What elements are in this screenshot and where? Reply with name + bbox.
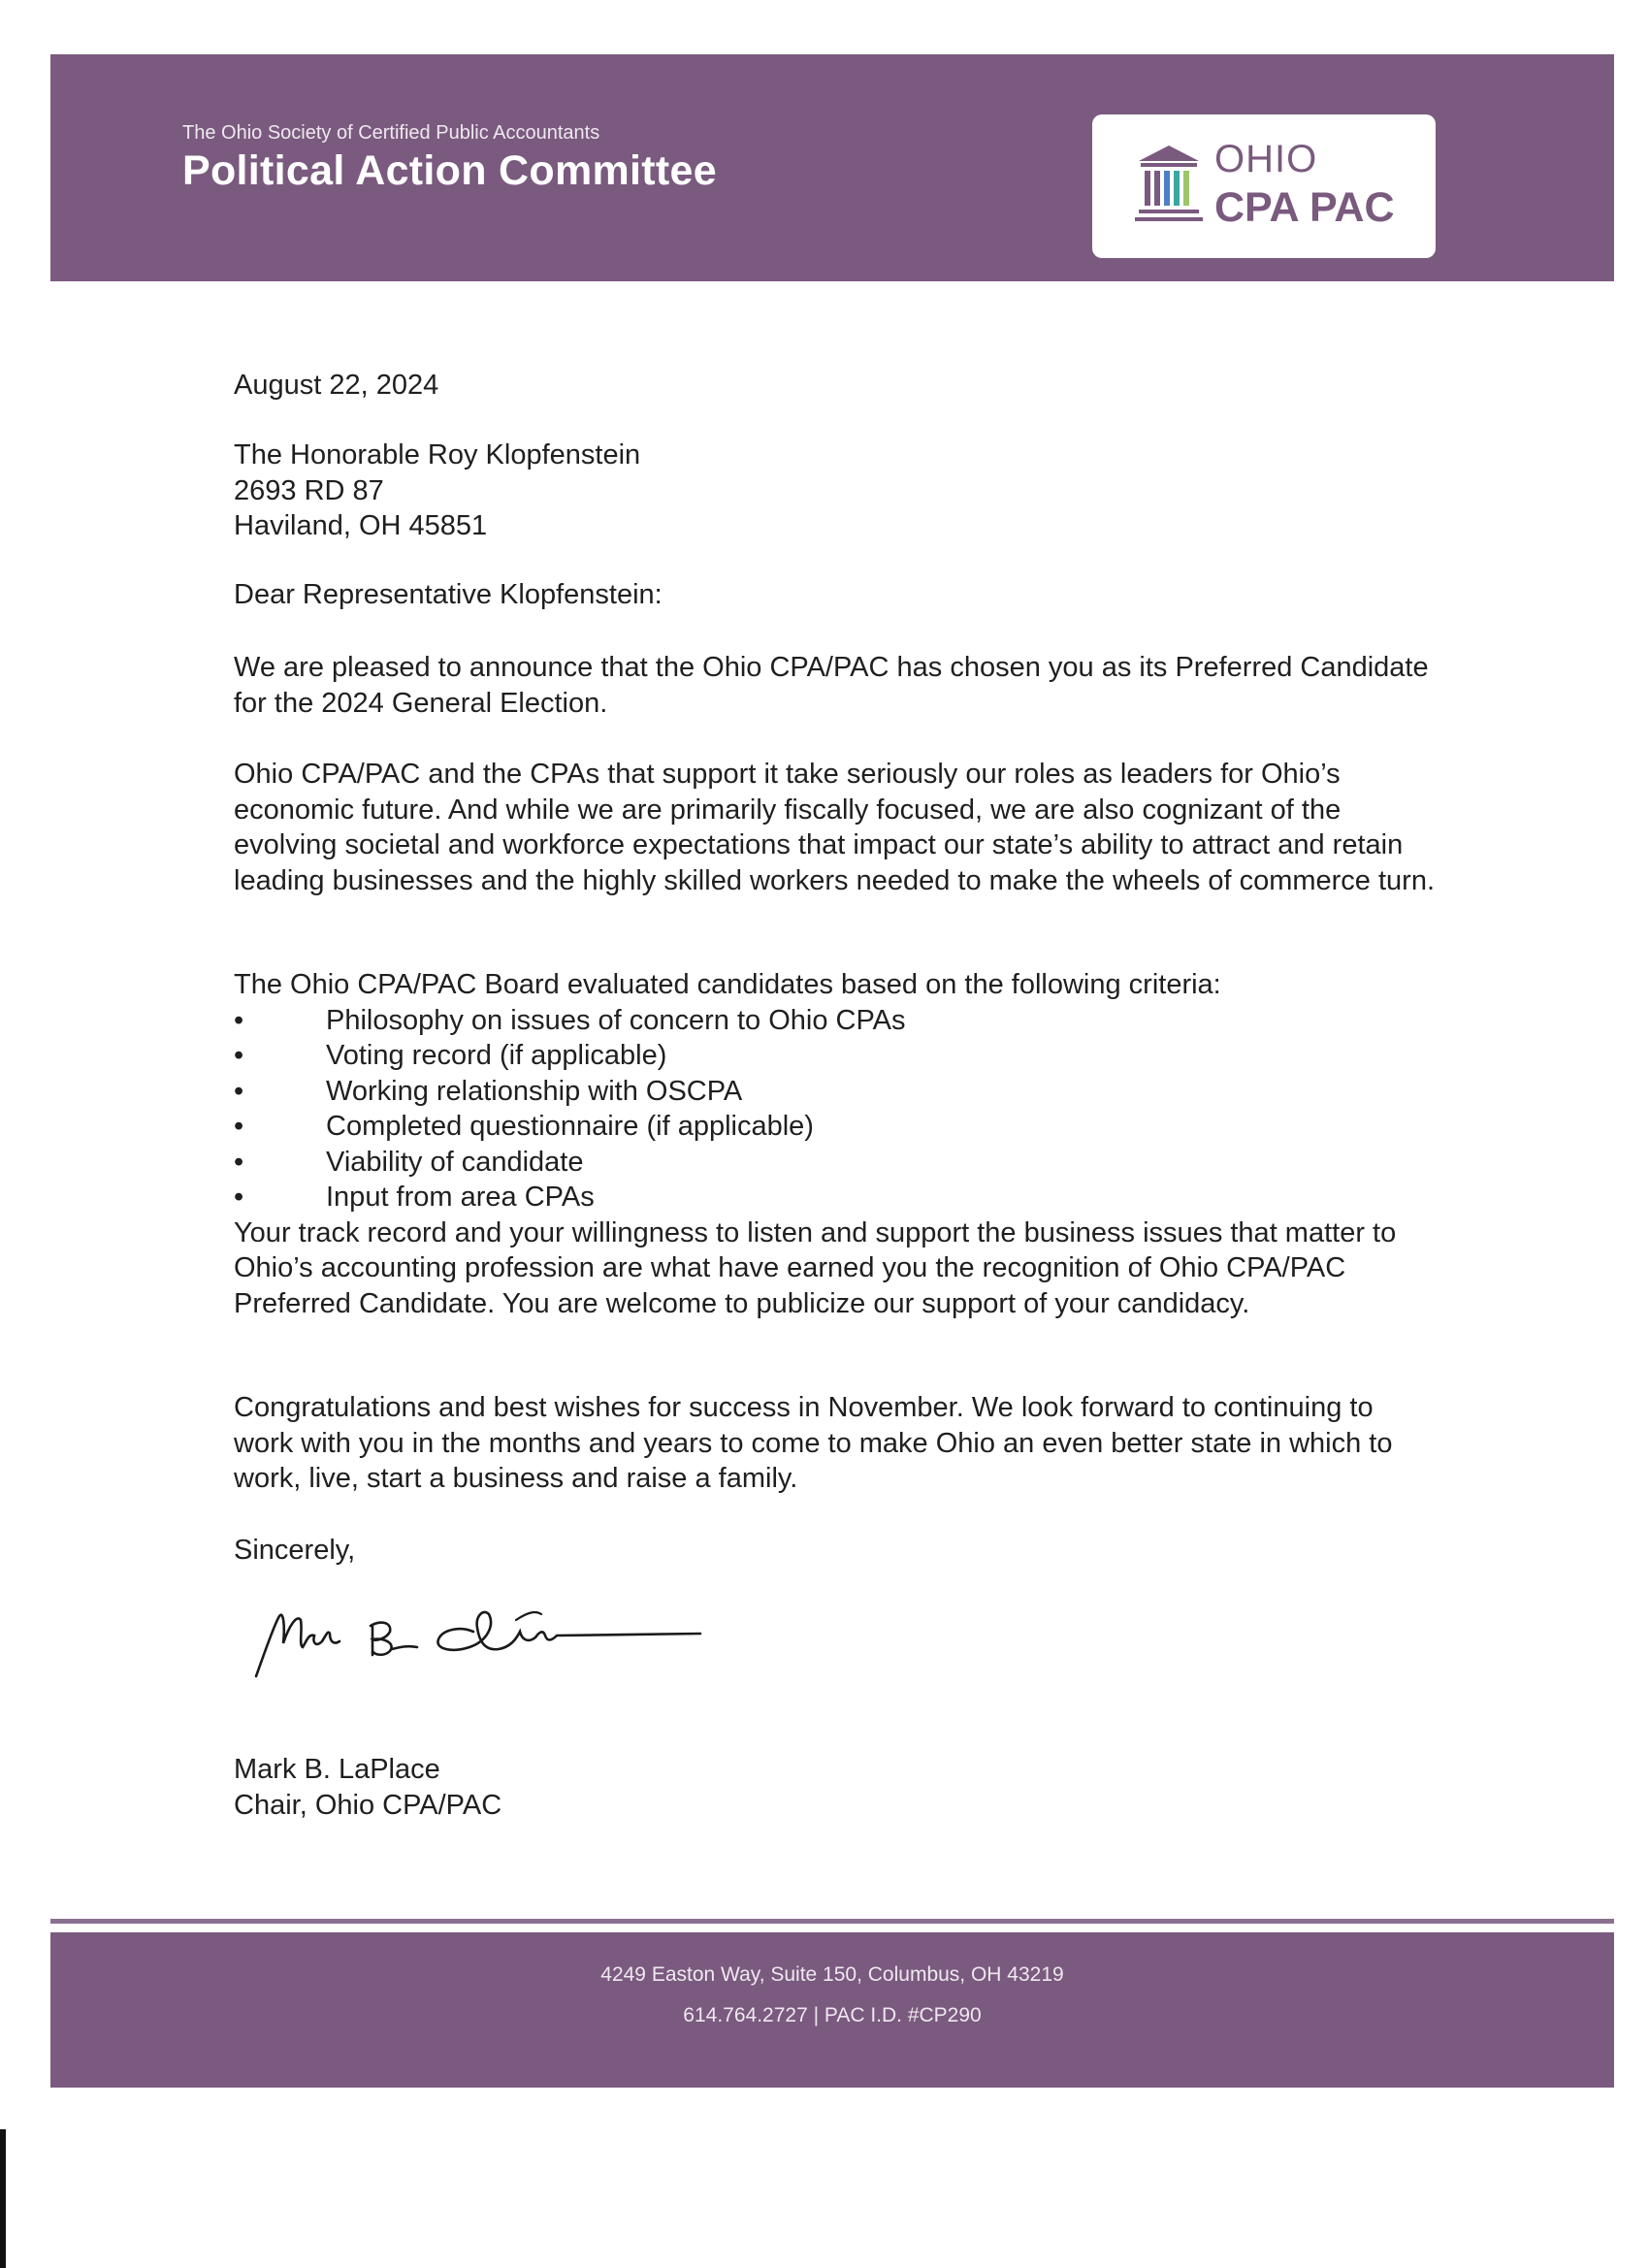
logo-text-ohio: OHIO [1214,138,1318,180]
paragraph-mission: Ohio CPA/PAC and the CPAs that support it take seriously our roles as leaders for Ohio’s economic future. And while we are primarily fiscally focused, we are also cognizant of the evolving societal and workforce expectations that impact our state’s ability to attract and retain leading businesses and the highly skilled workers needed to make the wheels of commerce turn. [234,759,1436,896]
paragraph-congratulations: Congratulations and best wishes for success in November. We look forward to continuing to work with you in the months and years to come to make Ohio an even better state in which to work, live, start a business and raise a family. [234,1392,1393,1494]
paragraph-announcement: We are pleased to announce that the Ohio CPA/PAC has chosen you as its Preferred Candidate for the 2024 General Election. [234,652,1429,719]
org-subtitle: The Ohio Society of Certified Public Accountants [182,122,600,144]
salutation: Dear Representative Klopfenstein: [234,579,663,610]
criteria-item: • Viability of candidate [234,1145,1437,1181]
criteria-item: • Voting record (if applicable) [234,1038,1437,1074]
handwritten-signature [244,1587,710,1703]
closing: Sincerely, [234,1535,356,1566]
recipient-address [234,437,1437,544]
signer-title: Chair, Ohio CPA/PAC [234,1789,502,1821]
scan-edge-mark [0,2129,6,2268]
letter-date: August 22, 2024 [234,370,439,401]
recipient-name: The Honorable Roy Klopfenstein [234,439,641,470]
criteria-item: • Working relationship with OSCPA [234,1074,1437,1110]
criteria-list [234,1003,1437,1215]
footer-divider [50,1919,1614,1924]
criteria-item: • Philosophy on issues of concern to Ohio CPAs [234,1003,1437,1039]
paragraph-recognition: Your track record and your willingness to listen and support the business issues that matter to Ohio’s accounting profession are what have earned you the recognition of Ohio CPA/PAC Preferred Candidate. You are welcome to publicize our support of your candidacy. [234,1216,1397,1319]
footer-address: 4249 Easton Way, Suite 150, Columbus, OH 43219 [600,1963,1064,1986]
recipient-street: 2693 RD 87 [234,474,384,506]
capitol-building-icon [1131,144,1207,225]
criteria-item: • Input from area CPAs [234,1180,1437,1215]
criteria-intro: The Ohio CPA/PAC Board evaluated candidates based on the following criteria: [234,969,1221,1000]
signer-block [234,1752,1437,1823]
recipient-city-state-zip: Haviland, OH 45851 [234,510,488,541]
logo-text-cpa-pac: CPA PAC [1214,184,1395,231]
ohio-cpa-pac-logo [1092,114,1436,258]
footer-contact: 614.764.2727 | PAC I.D. #CP290 [683,2004,982,2026]
criteria-section [234,967,1437,1321]
criteria-item: • Completed questionnaire (if applicable) [234,1109,1437,1145]
signer-name: Mark B. LaPlace [234,1754,440,1785]
org-title: Political Action Committee [182,147,717,194]
